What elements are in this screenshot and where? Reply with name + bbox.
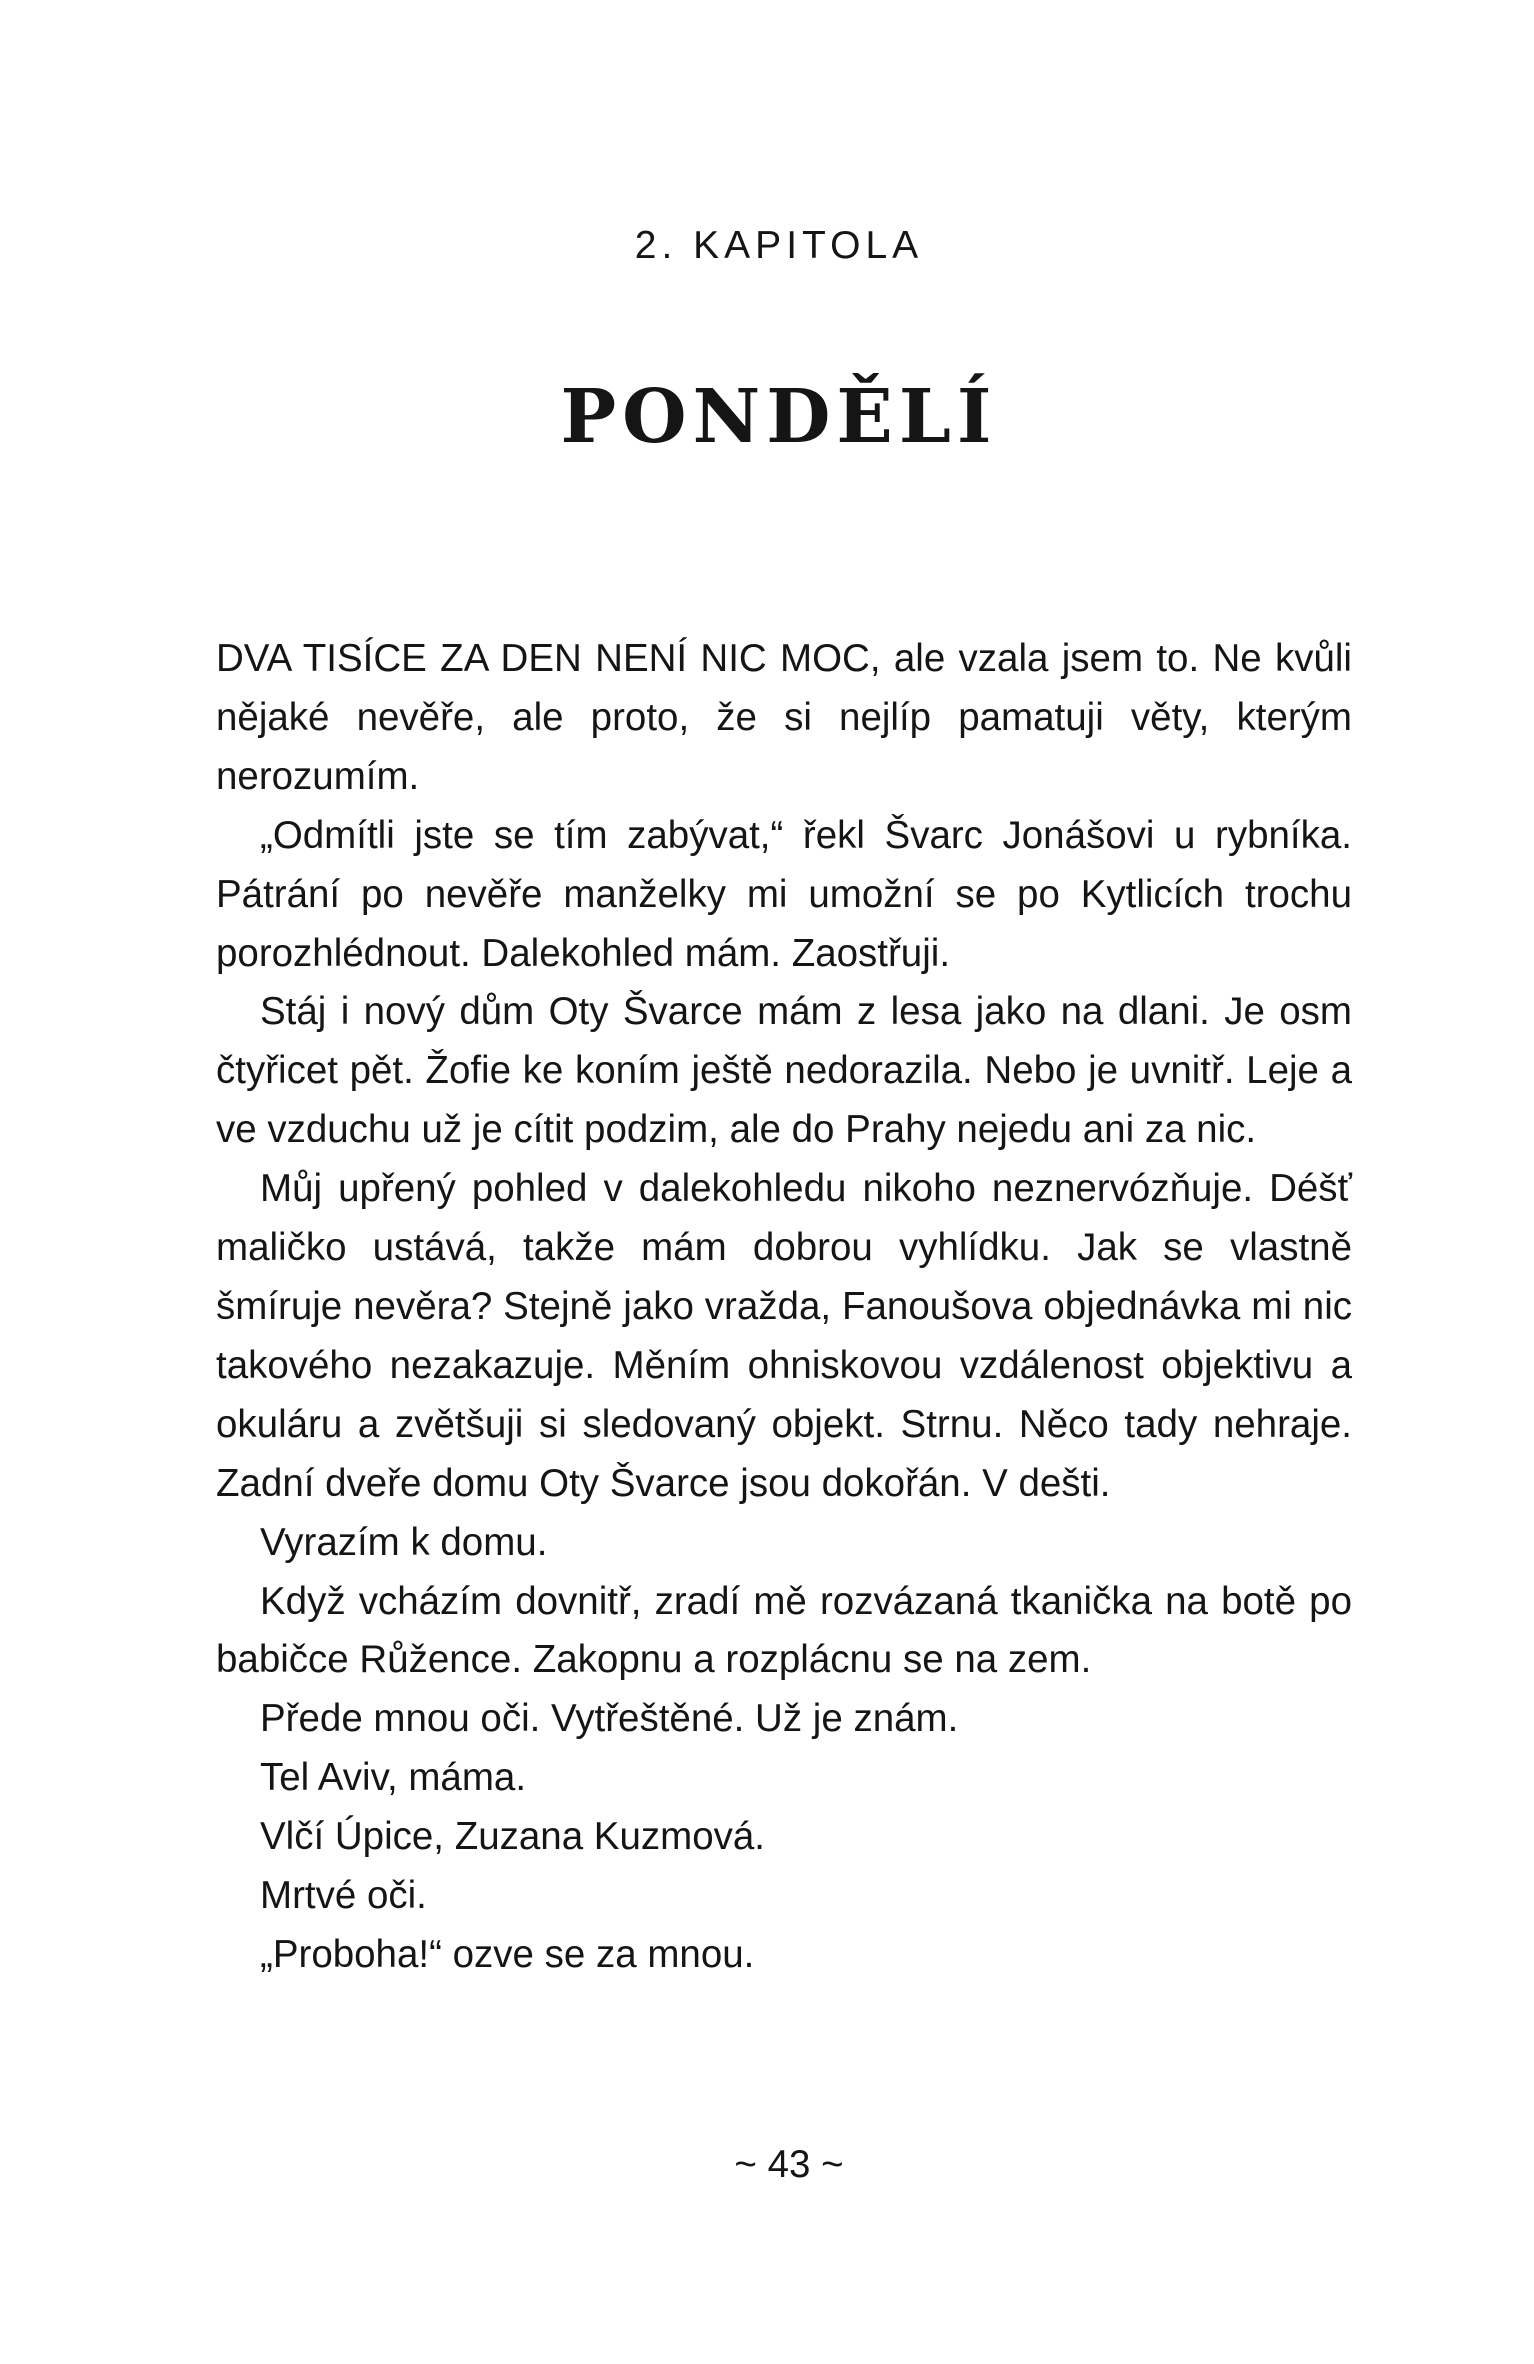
paragraph: Přede mnou oči. Vytřeštěné. Už je znám. (260, 1697, 959, 1741)
paragraph: Stáj i nový dům Oty Švarce mám z lesa jako na dlani. Je osm čtyřicet pět. Žofie ke koním ještě nedorazila. Nebo je uvnitř. Leje a ve vzduchu už je cítit podzim, ale do Prahy nejedu ani za nic. (216, 990, 1352, 1152)
chapter-body (216, 630, 1352, 1985)
paragraph: Když vcházím dovnitř, zradí mě rozvázaná tkanička na botě po babičce Růžence. Zakopnu a rozplácnu se na zem. (216, 1579, 1352, 1682)
paragraph: „Odmítli jste se tím zabývat,“ řekl Švarc Jonášovi u rybníka. Pátrání po nevěře manželky mi umožní se po Kytlicích trochu porozhlédnout. Dalekohled mám. Zaostřuji. (216, 813, 1352, 975)
paragraph: Vyrazím k domu. (260, 1520, 548, 1564)
page-number: ~ 43 ~ (734, 2143, 844, 2186)
chapter-title: PONDĚLÍ (560, 374, 998, 460)
paragraph: Tel Aviv, máma. (260, 1756, 527, 1800)
chapter-label: 2. KAPITOLA (634, 224, 924, 267)
paragraph: Můj upřený pohled v dalekohledu nikoho neznervózňuje. Déšť maličko ustává, takže mám dobrou vyhlídku. Jak se vlastně šmíruje nevěra? Stejně jako vražda, Fanoušova objednávka mi nic takového nezakazuje. Měním ohniskovou vzdálenost objektivu a okuláru a zvětšuji si sledovaný objekt. Strnu. Něco tady nehraje. Zadní dveře domu Oty Švarce jsou dokořán. V dešti. (216, 1167, 1352, 1505)
paragraph: „Proboha!“ ozve se za mnou. (260, 1932, 755, 1976)
paragraph: DVA TISÍCE ZA DEN NENÍ NIC MOC, ale vzala jsem to. Ne kvůli nějaké nevěře, ale proto, že si nejlíp pamatuji věty, kterým nerozumím. (216, 637, 1352, 798)
paragraph: Vlčí Úpice, Zuzana Kuzmová. (260, 1815, 765, 1859)
paragraph: Mrtvé oči. (260, 1874, 427, 1918)
